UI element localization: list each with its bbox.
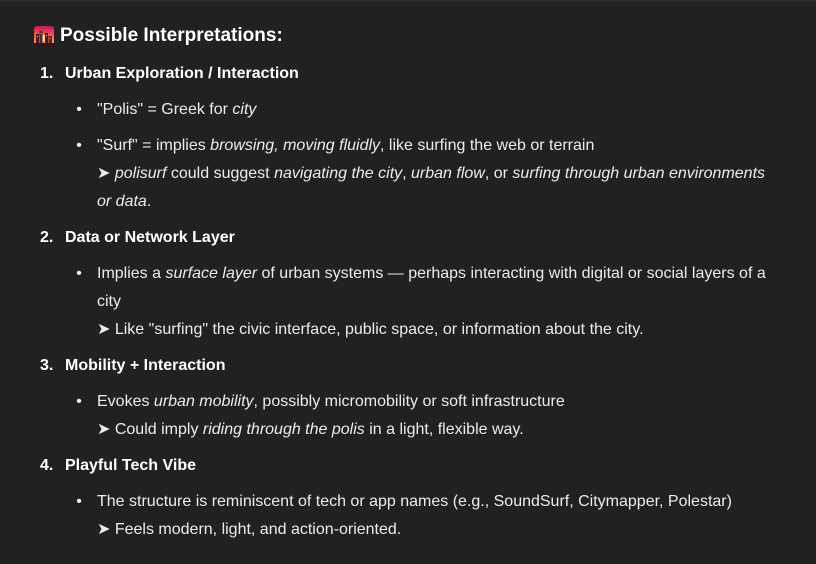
bullet-item [34,488,804,544]
text-segment: , like surfing the web or terrain [380,137,595,154]
list-item [34,224,804,344]
text-segment: Evokes [97,393,154,410]
text-segment: , or [484,165,513,182]
item-title-text: Data or Network Layer [65,229,235,246]
bullet-line [97,416,804,444]
bullet-line [97,516,804,544]
bullet-dot-icon: • [76,137,82,154]
text-segment: The structure is reminiscent of tech or app names (e.g., SoundSurf, Citymapper, Polestar) [97,493,732,510]
section-heading [34,22,804,50]
bullet-dot-icon: • [76,493,82,510]
heading-title: Possible Interpretations: [60,25,283,46]
emphasis-text: city [232,101,257,118]
bullet-item [34,96,804,124]
text-segment: could suggest [166,165,275,182]
text-segment: , [402,165,412,182]
bullet-line [97,388,804,416]
text-segment: "Polis" = Greek for [97,101,233,118]
list-item [34,452,804,544]
bullet-item [34,132,804,216]
bullet-dot-icon: • [76,393,82,410]
emphasis-text: surfing through urban environments [512,165,766,182]
bullet-line [97,96,804,124]
bullet-item [34,260,804,344]
bullet-line [97,260,804,288]
emphasis-text: riding through the polis [202,421,365,438]
bullet-line [97,288,804,316]
item-number: 4. [40,457,54,474]
interpretation-list [34,60,804,544]
text-segment: ➤ Feels modern, light, and action-oriented. [97,521,402,538]
city-sunset-icon [34,26,54,46]
emphasis-text: browsing, moving fluidly [210,137,381,154]
text-segment: of urban systems — perhaps interacting with digital or social layers of a [257,265,766,282]
bullet-item [34,388,804,444]
text-segment: . [146,193,152,210]
text-segment: "Surf" = implies [97,137,211,154]
text-segment: ➤ [97,165,115,182]
bullet-list [34,260,804,344]
bullet-dot-icon: • [76,265,82,282]
emphasis-text: or data [97,193,147,210]
bullet-list [34,488,804,544]
bullet-line [97,316,804,344]
bullet-line [97,160,804,188]
item-number: 2. [40,229,54,246]
item-title [34,352,804,380]
list-item [34,60,804,216]
emphasis-text: polisurf [114,165,167,182]
bullet-list [34,388,804,444]
emphasis-text: surface layer [165,265,258,282]
text-segment: Implies a [97,265,166,282]
bullet-line [97,132,804,160]
item-title [34,60,804,88]
top-divider [0,0,816,2]
text-segment: ➤ Could imply [97,421,203,438]
list-item [34,352,804,444]
bullet-list [34,96,804,216]
text-segment: , possibly micromobility or soft infrastructure [253,393,565,410]
text-segment: ➤ Like "surfing" the civic interface, public space, or information about the city. [97,321,644,338]
text-segment: city [97,293,121,310]
item-number: 3. [40,357,54,374]
item-number: 1. [40,65,54,82]
item-title-text: Urban Exploration / Interaction [65,65,299,82]
emphasis-text: urban mobility [153,393,254,410]
text-segment: in a light, flexible way. [364,421,524,438]
emphasis-text: urban flow [411,165,485,182]
message-content [34,22,804,552]
bullet-line [97,188,804,216]
item-title [34,452,804,480]
item-title-text: Mobility + Interaction [65,357,226,374]
bullet-dot-icon: • [76,101,82,118]
bullet-line [97,488,804,516]
item-title [34,224,804,252]
emphasis-text: navigating the city [274,165,403,182]
item-title-text: Playful Tech Vibe [65,457,197,474]
